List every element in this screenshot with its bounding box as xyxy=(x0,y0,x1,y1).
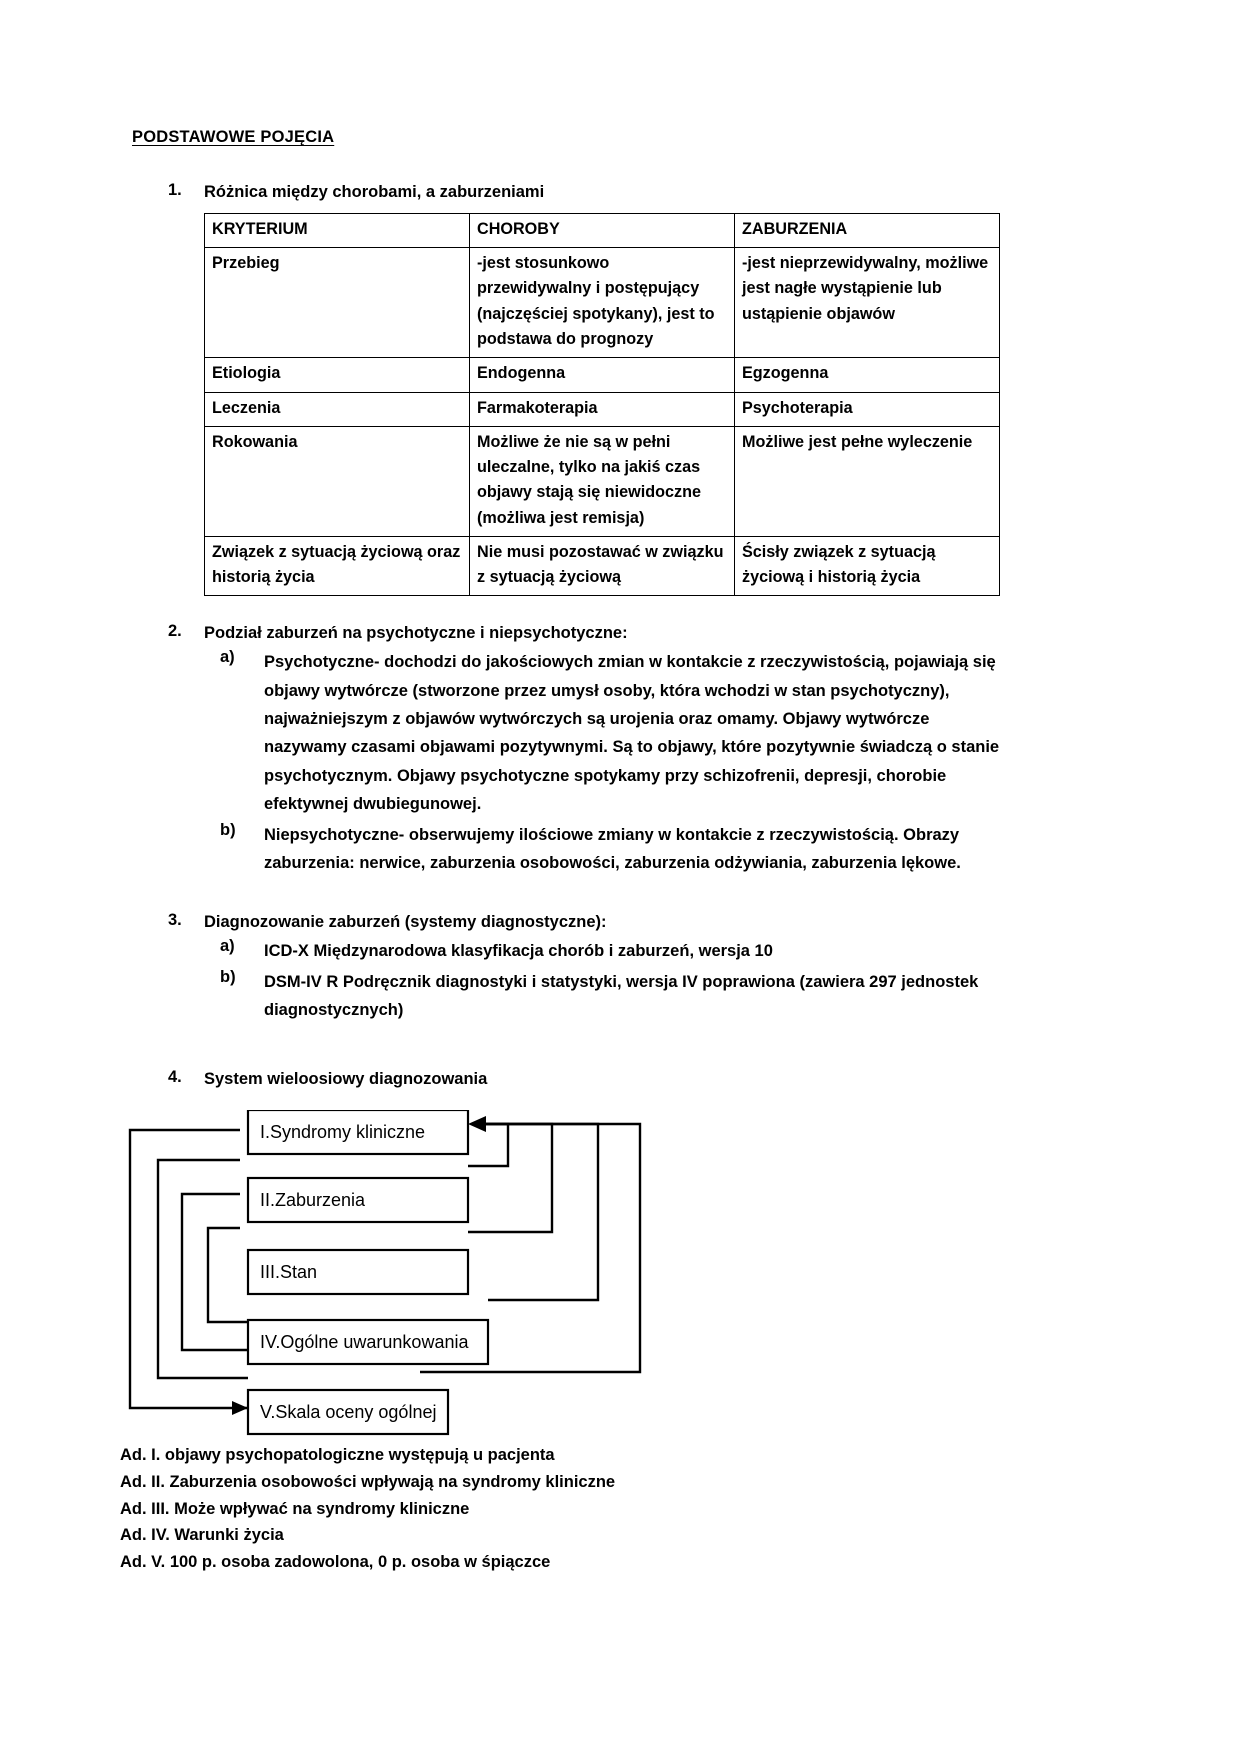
list-item xyxy=(204,968,1012,1025)
edge-v-to-i xyxy=(130,1130,248,1408)
note-line: Ad. III. Może wpływać na syndromy kliniczne xyxy=(120,1499,470,1518)
list-item xyxy=(204,648,1012,818)
diagram-box-3-label: III.Stan xyxy=(260,1262,318,1283)
note-line: Ad. IV. Warunki życia xyxy=(120,1526,284,1545)
spacer xyxy=(132,877,1012,911)
section-1 xyxy=(132,181,1012,596)
table-cell: Ścisły związek z sytuacją życiową i historią życia xyxy=(735,536,1000,596)
section-3-list xyxy=(204,937,1012,1024)
multiaxial-diagram xyxy=(120,1110,1000,1440)
note-line: Ad. II. Zaburzenia osobowości wpływają na syndromy kliniczne xyxy=(120,1472,616,1491)
section-4-heading: System wieloosiowy diagnozowania xyxy=(204,1070,488,1089)
table-cell: Możliwe jest pełne wyleczenie xyxy=(735,426,1000,536)
section-3-heading: Diagnozowanie zaburzeń (systemy diagnostyczne): xyxy=(204,913,607,932)
section-1-marker: 1. xyxy=(168,181,182,199)
list-item-marker: b) xyxy=(220,967,236,986)
list-item-marker: b) xyxy=(220,820,236,839)
diagram-box-4-label: IV.Ogólne uwarunkowania xyxy=(260,1332,469,1353)
criteria-table xyxy=(204,213,1000,596)
table-header-cell: ZABURZENIA xyxy=(735,213,1000,247)
table-row xyxy=(205,536,1000,596)
list-item-marker: a) xyxy=(220,937,235,956)
diagram-notes xyxy=(120,1442,1012,1576)
table-cell: -jest stosunkowo przewidywalny i postępujący (najczęściej spotykany), jest to podstawa do prognozy xyxy=(470,248,735,358)
edge-iv-to-i xyxy=(482,1124,598,1300)
note-line: Ad. V. 100 p. osoba zadowolona, 0 p. osoba w śpiączce xyxy=(120,1553,551,1572)
section-1-heading: Różnica między chorobami, a zaburzeniami xyxy=(204,183,545,201)
spacer xyxy=(132,596,1012,622)
table-cell: Etiologia xyxy=(205,358,470,392)
arrowhead-into-box-i xyxy=(468,1116,486,1132)
list-item xyxy=(204,937,1012,965)
list-item-text: ICD-X Międzynarodowa klasyfikacja chorób i zaburzeń, wersja 10 xyxy=(264,942,773,961)
list-item-text: DSM-IV R Podręcznik diagnostyki i statystyki, wersja IV poprawiona (zawiera 297 jednostek diagnostycznych) xyxy=(264,972,979,1019)
document-content xyxy=(120,128,1012,1576)
diagram-box-2-label: II.Zaburzenia xyxy=(260,1190,366,1211)
table-cell: Możliwe że nie są w pełni uleczalne, tylko na jakiś czas objawy stają się niewidoczne (możliwa jest remisja) xyxy=(470,426,735,536)
list-item-text: Niepsychotyczne- obserwujemy ilościowe zmiany w kontakcie z rzeczywistością. Obrazy zaburzenia: nerwice, zaburzenia osobowości, zaburzenia odżywiania, zaburzenia lękowe. xyxy=(264,825,961,872)
diagram-box-5-label: V.Skala oceny ogólnej xyxy=(260,1402,437,1423)
table-header-cell: KRYTERIUM xyxy=(205,213,470,247)
section-3 xyxy=(132,911,1012,1024)
section-3-marker: 3. xyxy=(168,911,182,930)
diagram-box-1-label: I.Syndromy kliniczne xyxy=(260,1122,426,1143)
table-row xyxy=(205,392,1000,426)
edge-ii-to-i xyxy=(468,1124,508,1166)
table-cell: Endogenna xyxy=(470,358,735,392)
edge-iv-to-ii xyxy=(158,1160,248,1378)
table-cell: Psychoterapia xyxy=(735,392,1000,426)
section-2 xyxy=(132,622,1012,877)
section-2-heading: Podział zaburzeń na psychotyczne i niepsychotyczne: xyxy=(204,624,628,643)
page-title: PODSTAWOWE POJĘCIA xyxy=(132,128,335,146)
table-cell: Nie musi pozostawać w związku z sytuacją życiową xyxy=(470,536,735,596)
section-2-marker: 2. xyxy=(168,622,182,641)
list-item-text: Psychotyczne- dochodzi do jakościowych zmian w kontakcie z rzeczywistością, pojawiają się objawy wytwórcze (stworzone przez umysł osoby, która wchodzi w stan psychotyczny), najważniejszym z objawów wytwórczych są urojenia oraz omamy. Objawy wytwórcze nazywamy czasami objawami pozytywnymi. Są to objawy, które pozytywnie świadczą o stanie psychotycznym. Objawy psychotyczne spotykamy przy schizofrenii, depresji, chorobie efektywnej dwubiegunowej. xyxy=(264,653,1000,814)
table-header-cell: CHOROBY xyxy=(470,213,735,247)
table-cell: Rokowania xyxy=(205,426,470,536)
table-cell: Egzogenna xyxy=(735,358,1000,392)
table-cell: Farmakoterapia xyxy=(470,392,735,426)
note-line: Ad. I. objawy psychopatologiczne występują u pacjenta xyxy=(120,1446,555,1465)
edge-extra-left xyxy=(208,1228,248,1322)
list-item xyxy=(204,821,1012,878)
table-cell: -jest nieprzewidywalny, możliwe jest nagłe wystąpienie lub ustąpienie objawów xyxy=(735,248,1000,358)
table-cell: Związek z sytuacją życiową oraz historią życia xyxy=(205,536,470,596)
table-row xyxy=(205,426,1000,536)
section-2-list xyxy=(204,648,1012,877)
table-cell: Leczenia xyxy=(205,392,470,426)
table-header-row xyxy=(205,213,1000,247)
edge-iii-to-i xyxy=(468,1124,552,1232)
section-4-marker: 4. xyxy=(168,1068,182,1087)
list-item-marker: a) xyxy=(220,648,235,667)
arrowhead-into-box-v xyxy=(232,1401,248,1415)
table-row xyxy=(205,248,1000,358)
diagram-svg xyxy=(120,1110,1000,1440)
spacer xyxy=(132,1024,1012,1068)
edge-iii-to-iii-left xyxy=(182,1194,248,1350)
table-row xyxy=(205,358,1000,392)
section-4 xyxy=(132,1068,1012,1092)
table-cell: Przebieg xyxy=(205,248,470,358)
